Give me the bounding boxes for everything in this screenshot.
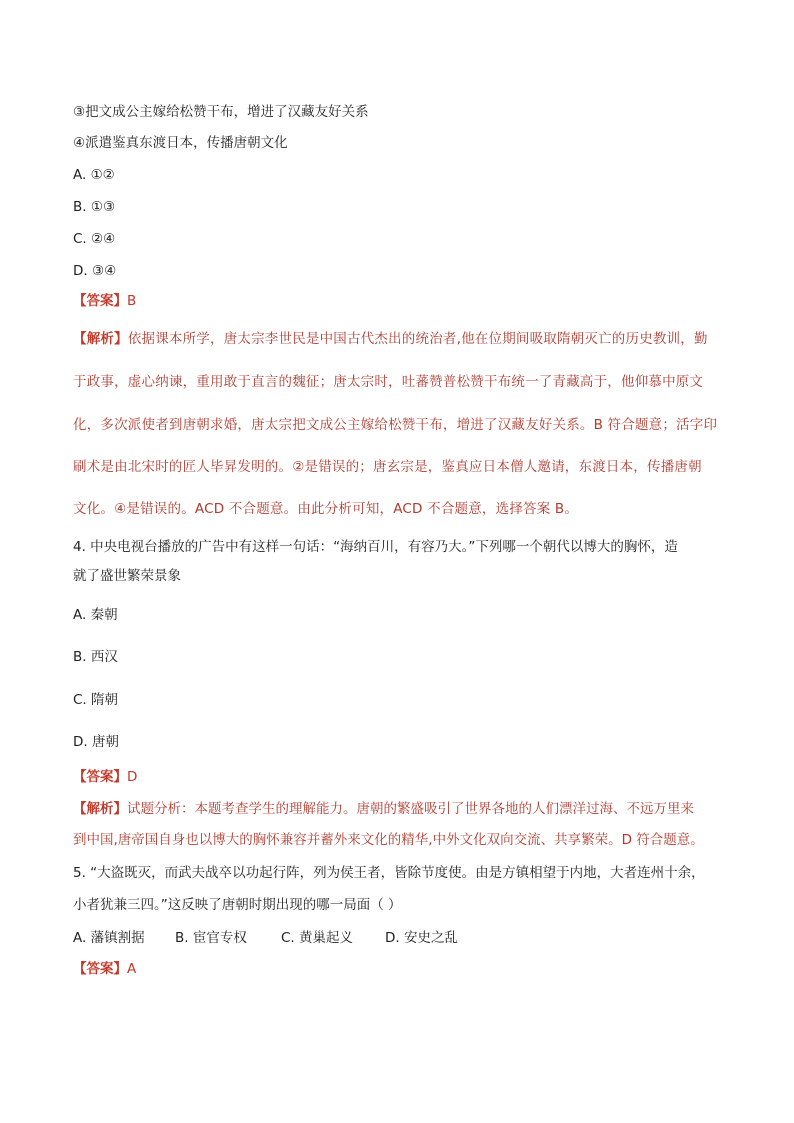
q4-stem-line-2: 就了盛世繁荣景象	[73, 568, 181, 584]
q5-option-b: B. 宦官专权	[175, 930, 247, 946]
q5-option-d: D. 安史之乱	[385, 930, 458, 946]
q5-answer-value: A	[127, 961, 137, 977]
q3-analysis-line-1	[73, 329, 708, 349]
q3-statement-4: ④派遣鉴真东渡日本，传播唐朝文化	[73, 135, 288, 151]
q3-analysis-tag: 【解析】	[73, 331, 128, 347]
q4-option-d: D. 唐朝	[73, 734, 119, 750]
q4-analysis-tag: 【解析】	[73, 801, 127, 817]
q4-option-c: C. 隋朝	[73, 692, 119, 708]
q3-answer-tag: 【答案】	[73, 293, 127, 309]
q5-stem-line-1: 5. “大盗既灭，而武夫战卒以功起行阵，列为侯王者，皆除节度使。由是方镇相望于内地，大者连州十余，	[73, 865, 705, 881]
q4-answer-tag: 【答案】	[73, 769, 127, 785]
q3-answer-value: B	[127, 293, 137, 309]
q3-option-a: A. ①②	[73, 167, 115, 183]
q5-answer	[73, 959, 136, 979]
q3-option-c: C. ②④	[73, 231, 116, 247]
q3-analysis-text-1: 依据课本所学，唐太宗李世民是中国古代杰出的统治者,他在位期间吸取隋朝灭亡的历史教训，勤	[127, 331, 708, 347]
q4-analysis-text-1: 试题分析：本题考查学生的理解能力。唐朝的繁盛吸引了世界各地的人们漂洋过海、不远万里来	[127, 801, 694, 817]
q3-option-d: D. ③④	[73, 263, 117, 279]
q5-stem-line-2: 小者犹兼三四。”这反映了唐朝时期出现的哪一局面（ ）	[73, 897, 402, 913]
q5-options-row	[73, 928, 458, 948]
q4-stem-line-1: 4. 中央电视台播放的广告中有这样一句话：“海纳百川，有容乃大。”下列哪一个朝代以博大的胸怀，造	[73, 539, 678, 555]
q3-analysis-line-3: 化，多次派使者到唐朝求婚，唐太宗把文成公主嫁给松赞干布，增进了汉藏友好关系。B 符合题意；活字印	[73, 417, 718, 433]
q4-analysis-line-2: 到中国,唐帝国自身也以博大的胸怀兼容并蓄外来文化的精华,中外文化双向交流、共享繁荣。D 符合题意。	[73, 832, 704, 848]
q3-statement-3: ③把文成公主嫁给松赞干布，增进了汉藏友好关系	[73, 104, 369, 120]
q3-analysis-line-2: 于政事，虚心纳谏，重用敢于直言的魏征；唐太宗时，吐蕃赞普松赞干布统一了青藏高于，他仰慕中原文	[73, 374, 704, 390]
q4-answer	[73, 767, 137, 787]
q4-analysis-line-1	[73, 799, 694, 819]
q4-option-a: A. 秦朝	[73, 607, 118, 623]
q3-analysis-line-4: 刷术是由北宋时的匠人毕昇发明的。②是错误的；唐玄宗是，鉴真应日本僧人邀请，东渡日本，传播唐朝	[73, 459, 702, 475]
q5-option-c: C. 黄巢起义	[281, 930, 354, 946]
q3-analysis-line-5: 文化。④是错误的。ACD 不合题意。由此分析可知，ACD 不合题意，选择答案 B。	[73, 501, 579, 517]
q5-option-a: A. 藩镇割据	[73, 930, 145, 946]
q5-answer-tag: 【答案】	[73, 961, 127, 977]
q3-option-b: B. ①③	[73, 199, 116, 215]
q3-answer	[73, 291, 136, 311]
q4-option-b: B. 西汉	[73, 649, 118, 665]
q4-answer-value: D	[127, 769, 138, 785]
